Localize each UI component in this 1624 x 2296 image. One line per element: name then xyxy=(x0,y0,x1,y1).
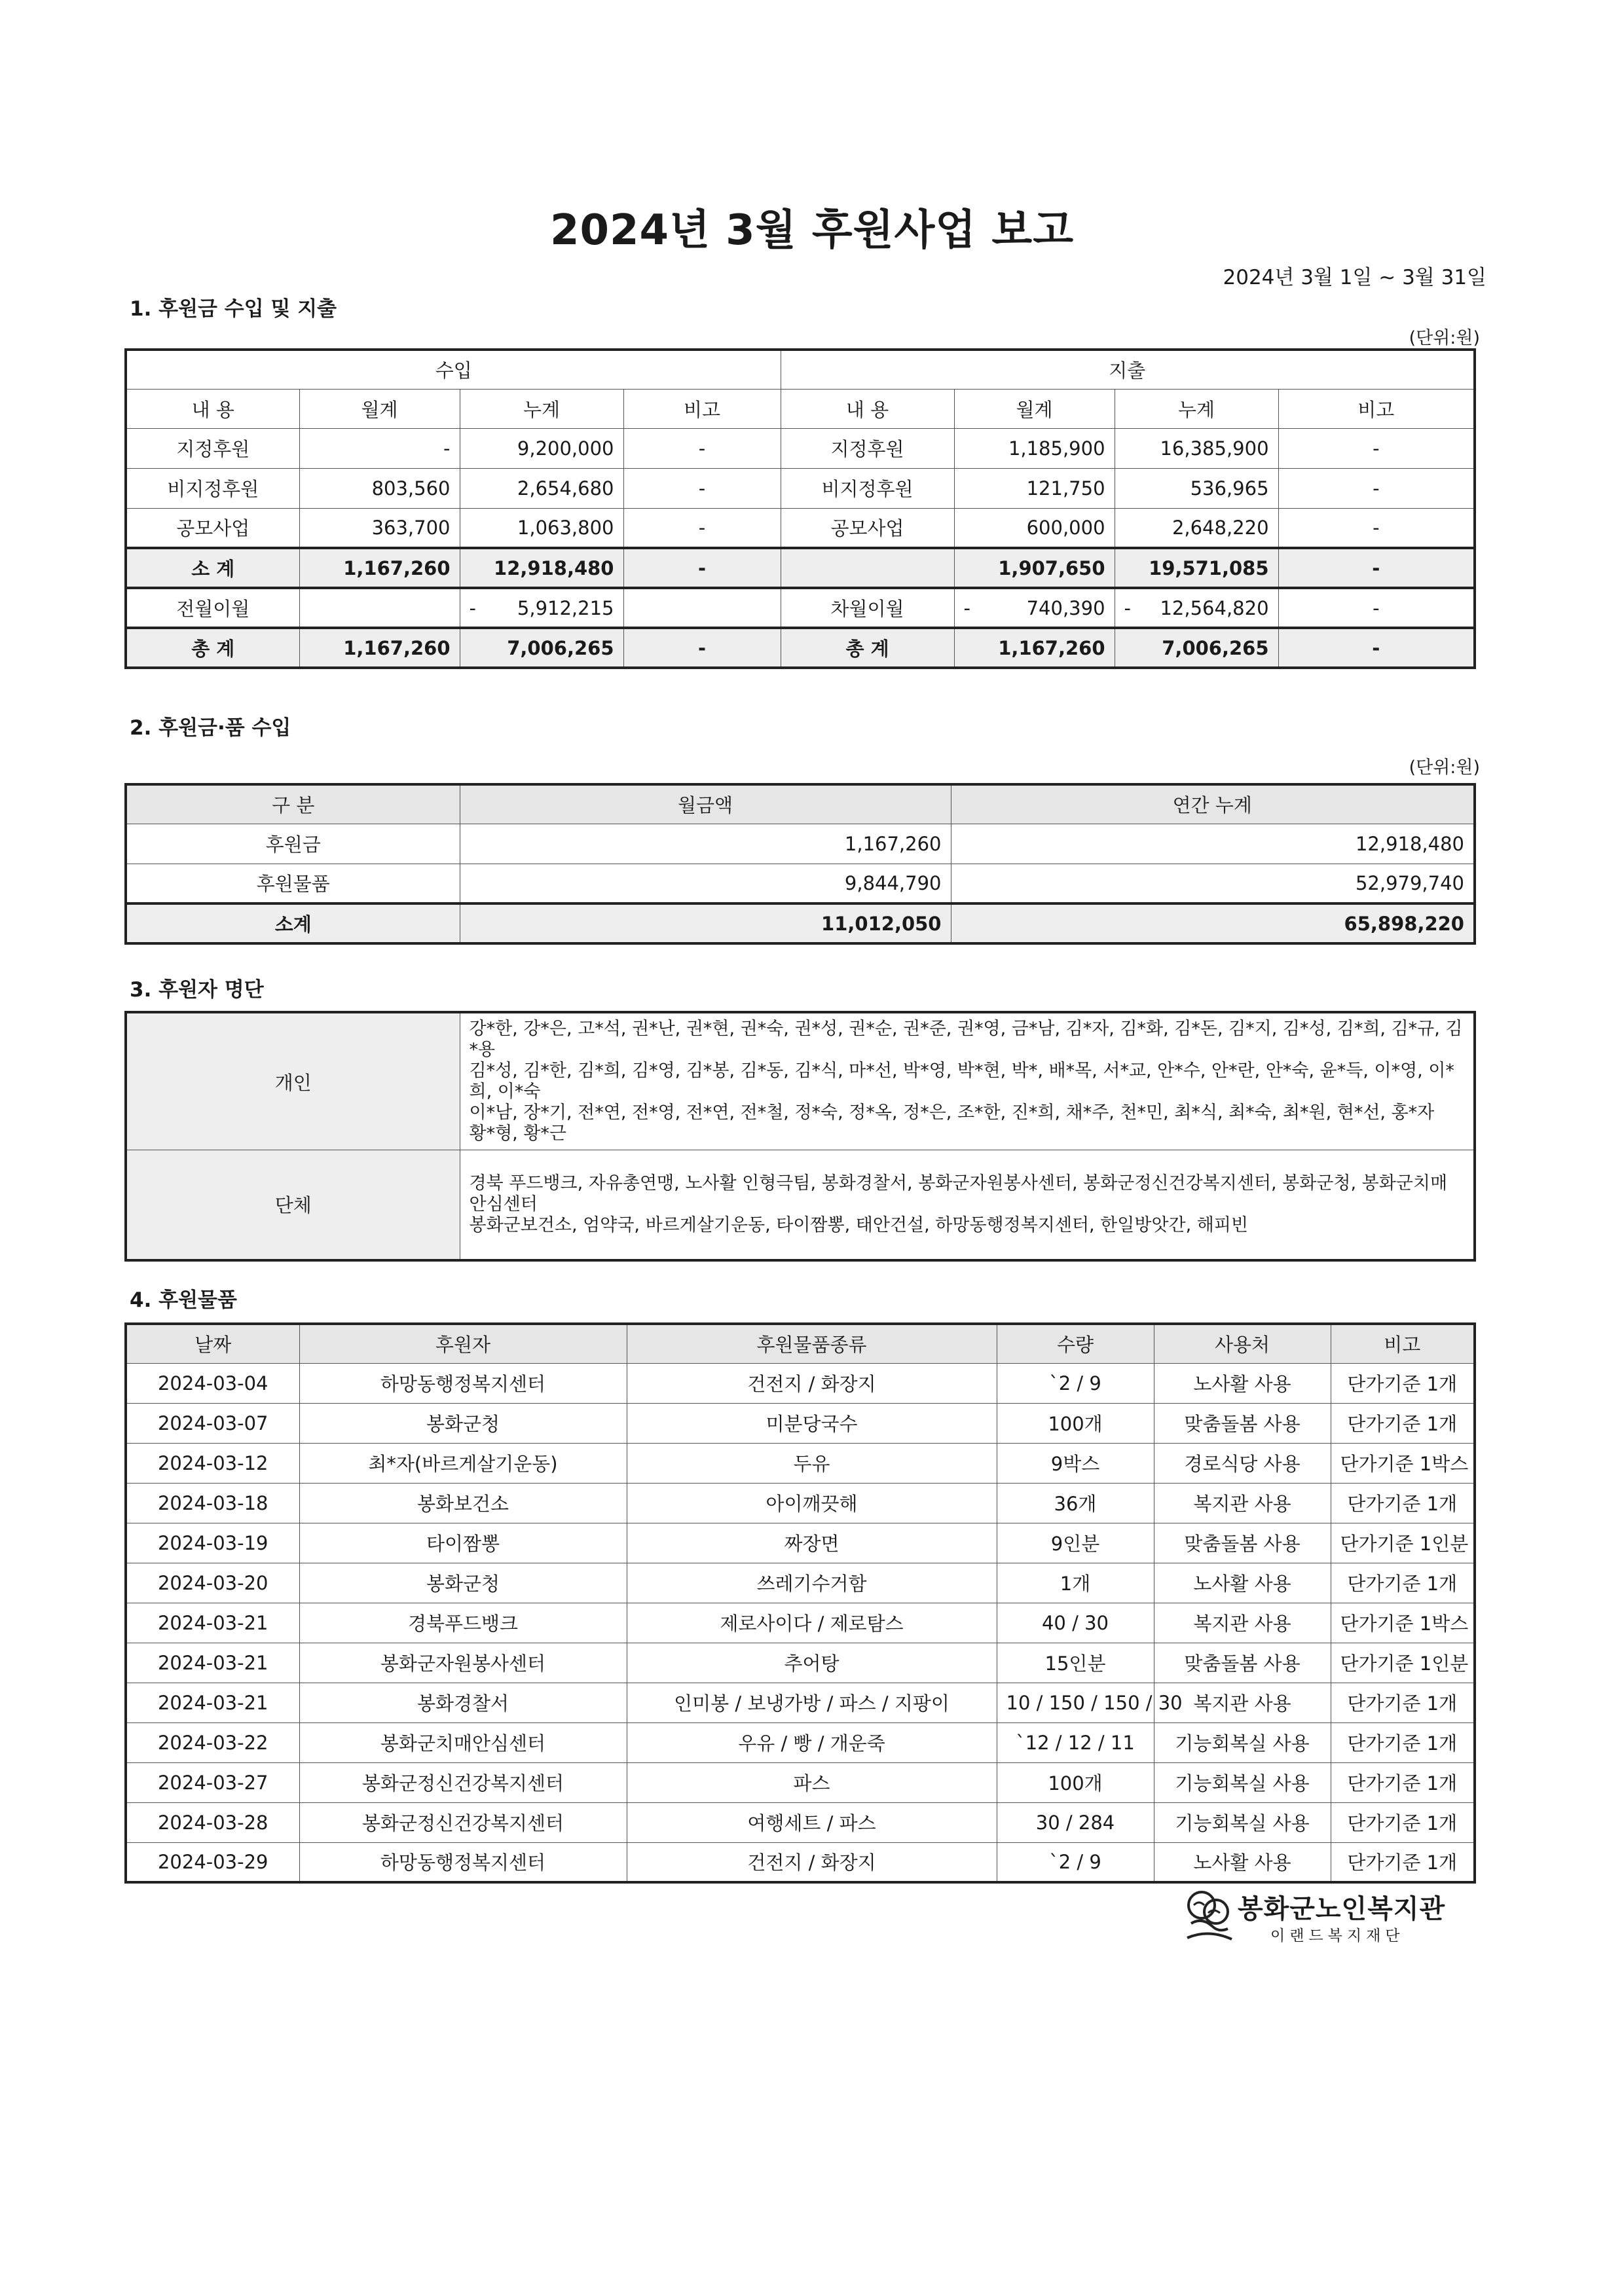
foundation-name: 이랜드복지재단 xyxy=(1270,1927,1405,1944)
organization-logo xyxy=(1182,1886,1464,1951)
table-row xyxy=(126,864,1475,903)
row-label: 지정후원 xyxy=(126,428,299,468)
date-cell: 2024-03-18 xyxy=(126,1483,299,1523)
individual-names xyxy=(460,1012,1475,1150)
unit-label-1: (단위:원) xyxy=(1409,328,1480,348)
minus-sign: - xyxy=(1124,596,1131,619)
monthly-value: 740,390 xyxy=(1026,596,1105,619)
document-title: 2024년 3월 후원사업 보고 xyxy=(549,206,1075,255)
date-cell: 2024-03-07 xyxy=(126,1403,299,1443)
note-cell: - xyxy=(1278,508,1475,548)
table-row xyxy=(126,1403,1475,1443)
note-cell: - xyxy=(623,508,781,548)
row-label: 차월이월 xyxy=(781,588,954,628)
name-line: 경북 푸드뱅크, 자유총연맹, 노사활 인형극팀, 봉화경찰서, 봉화군자원봉사센터, 봉화군정신건강복지센터, 봉화군청, 봉화군치매안심센터 xyxy=(469,1173,1448,1214)
date-cell: 2024-03-28 xyxy=(126,1802,299,1842)
column-header: 연간 누계 xyxy=(951,784,1475,824)
quantity-cell: 36개 xyxy=(997,1483,1154,1523)
usage-cell: 기능회복실 사용 xyxy=(1154,1802,1331,1842)
date-cell: 2024-03-21 xyxy=(126,1603,299,1643)
donor-cell: 봉화군치매안심센터 xyxy=(299,1722,627,1762)
note-cell: 단가기준 1개 xyxy=(1331,1842,1475,1882)
usage-cell: 맞춤돌봄 사용 xyxy=(1154,1403,1331,1443)
usage-cell: 복지관 사용 xyxy=(1154,1483,1331,1523)
row-label: 비지정후원 xyxy=(126,468,299,508)
item-cell: 여행세트 / 파스 xyxy=(627,1802,997,1842)
section-2-heading: 2. 후원금·품 수입 xyxy=(130,716,291,740)
column-header: 비고 xyxy=(623,389,781,428)
donor-cell: 경북푸드뱅크 xyxy=(299,1603,627,1643)
table-row xyxy=(126,1443,1475,1483)
item-cell: 제로사이다 / 제로탐스 xyxy=(627,1603,997,1643)
usage-cell: 노사활 사용 xyxy=(1154,1363,1331,1403)
monthly-cell: - xyxy=(299,428,460,468)
item-cell: 쓰레기수거함 xyxy=(627,1563,997,1603)
cumulative-cell: 16,385,900 xyxy=(1115,428,1278,468)
item-cell: 미분당국수 xyxy=(627,1403,997,1443)
section-4-heading: 4. 후원물품 xyxy=(130,1288,237,1312)
column-header: 구 분 xyxy=(126,784,460,824)
quantity-cell: 30 / 284 xyxy=(997,1802,1154,1842)
row-label: 소 계 xyxy=(126,548,299,588)
monthly-cell: 121,750 xyxy=(954,468,1115,508)
column-header: 월금액 xyxy=(460,784,951,824)
row-label: 총 계 xyxy=(126,628,299,668)
column-header: 수량 xyxy=(997,1324,1154,1363)
donor-cell: 하망동행정복지센터 xyxy=(299,1363,627,1403)
note-cell: 단가기준 1개 xyxy=(1331,1762,1475,1802)
usage-cell: 노사활 사용 xyxy=(1154,1842,1331,1882)
monthly-cell: 1,907,650 xyxy=(954,548,1115,588)
row-label: 전월이월 xyxy=(126,588,299,628)
row-label: 후원물품 xyxy=(126,864,460,903)
donor-cell: 타이짬뽕 xyxy=(299,1523,627,1563)
monthly-cell xyxy=(954,588,1115,628)
individual-label: 개인 xyxy=(126,1012,460,1150)
donor-cell: 봉화보건소 xyxy=(299,1483,627,1523)
note-cell: - xyxy=(1278,588,1475,628)
date-cell: 2024-03-21 xyxy=(126,1643,299,1683)
cumulative-value: 5,912,215 xyxy=(517,596,614,619)
column-header: 사용처 xyxy=(1154,1324,1331,1363)
quantity-cell: 9인분 xyxy=(997,1523,1154,1563)
item-cell: 파스 xyxy=(627,1762,997,1802)
cumulative-cell: 12,918,480 xyxy=(460,548,623,588)
note-cell: - xyxy=(1278,628,1475,668)
cumulative-cell: 19,571,085 xyxy=(1115,548,1278,588)
note-cell: 단가기준 1인분 xyxy=(1331,1523,1475,1563)
quantity-cell: 40 / 30 xyxy=(997,1603,1154,1643)
monthly-cell: 9,844,790 xyxy=(460,864,951,903)
cumulative-cell: 2,648,220 xyxy=(1115,508,1278,548)
cumulative-cell: 7,006,265 xyxy=(1115,628,1278,668)
usage-cell: 복지관 사용 xyxy=(1154,1683,1331,1722)
table-row xyxy=(126,1683,1475,1722)
cumulative-cell: 7,006,265 xyxy=(460,628,623,668)
table-row xyxy=(126,1722,1475,1762)
table-row xyxy=(126,1483,1475,1523)
donor-cell: 봉화군청 xyxy=(299,1563,627,1603)
quantity-cell: `2 / 9 xyxy=(997,1842,1154,1882)
expense-header: 지출 xyxy=(781,350,1475,389)
table-row xyxy=(126,468,1475,508)
note-cell: 단가기준 1인분 xyxy=(1331,1643,1475,1683)
item-cell: 추어탕 xyxy=(627,1643,997,1683)
item-cell: 짜장면 xyxy=(627,1523,997,1563)
donor-cell: 봉화군청 xyxy=(299,1403,627,1443)
usage-cell: 기능회복실 사용 xyxy=(1154,1762,1331,1802)
table-row xyxy=(126,824,1475,864)
annual-cell: 65,898,220 xyxy=(951,903,1475,943)
group-label: 단체 xyxy=(126,1150,460,1260)
column-header: 날짜 xyxy=(126,1324,299,1363)
date-cell: 2024-03-27 xyxy=(126,1762,299,1802)
unit-label-2: (단위:원) xyxy=(1409,757,1480,778)
row-label: 공모사업 xyxy=(126,508,299,548)
annual-cell: 52,979,740 xyxy=(951,864,1475,903)
usage-cell: 맞춤돌봄 사용 xyxy=(1154,1523,1331,1563)
note-cell: 단가기준 1개 xyxy=(1331,1403,1475,1443)
section-3-heading: 3. 후원자 명단 xyxy=(130,978,264,1002)
income-header: 수입 xyxy=(126,350,781,389)
cumulative-cell xyxy=(1115,588,1278,628)
elderly-couple-icon xyxy=(1182,1886,1236,1944)
note-cell: 단가기준 1개 xyxy=(1331,1802,1475,1842)
minus-sign: - xyxy=(963,596,970,619)
date-cell: 2024-03-20 xyxy=(126,1563,299,1603)
quantity-cell: `2 / 9 xyxy=(997,1363,1154,1403)
item-cell: 건전지 / 화장지 xyxy=(627,1842,997,1882)
cumulative-cell: 1,063,800 xyxy=(460,508,623,548)
section-1-heading: 1. 후원금 수입 및 지출 xyxy=(130,297,337,321)
date-cell: 2024-03-29 xyxy=(126,1842,299,1882)
usage-cell: 맞춤돌봄 사용 xyxy=(1154,1643,1331,1683)
monthly-cell: 1,185,900 xyxy=(954,428,1115,468)
usage-cell: 노사활 사용 xyxy=(1154,1563,1331,1603)
item-cell: 건전지 / 화장지 xyxy=(627,1363,997,1403)
donated-goods-table xyxy=(124,1322,1476,1884)
row-label: 비지정후원 xyxy=(781,468,954,508)
date-cell: 2024-03-04 xyxy=(126,1363,299,1403)
row-label: 공모사업 xyxy=(781,508,954,548)
note-cell: - xyxy=(623,548,781,588)
item-cell: 아이깨끗해 xyxy=(627,1483,997,1523)
monthly-cell: 1,167,260 xyxy=(299,548,460,588)
monthly-cell: 1,167,260 xyxy=(954,628,1115,668)
date-cell: 2024-03-21 xyxy=(126,1683,299,1722)
organization-name: 봉화군노인복지관 xyxy=(1238,1894,1446,1924)
monthly-cell: 600,000 xyxy=(954,508,1115,548)
note-cell: - xyxy=(623,428,781,468)
column-header: 후원물품종류 xyxy=(627,1324,997,1363)
usage-cell: 복지관 사용 xyxy=(1154,1603,1331,1643)
cumulative-cell: 536,965 xyxy=(1115,468,1278,508)
note-cell: - xyxy=(1278,548,1475,588)
date-cell: 2024-03-12 xyxy=(126,1443,299,1483)
donor-cell: 봉화군정신건강복지센터 xyxy=(299,1802,627,1842)
note-cell: 단가기준 1박스 xyxy=(1331,1603,1475,1643)
usage-cell: 경로식당 사용 xyxy=(1154,1443,1331,1483)
note-cell: 단가기준 1박스 xyxy=(1331,1443,1475,1483)
date-cell: 2024-03-22 xyxy=(126,1722,299,1762)
column-header: 월계 xyxy=(299,389,460,428)
table-row xyxy=(126,1603,1475,1643)
donor-cell: 하망동행정복지센터 xyxy=(299,1842,627,1882)
donor-cell: 봉화군정신건강복지센터 xyxy=(299,1762,627,1802)
usage-cell: 기능회복실 사용 xyxy=(1154,1722,1331,1762)
cumulative-value: 12,564,820 xyxy=(1160,596,1269,619)
note-cell: 단가기준 1개 xyxy=(1331,1363,1475,1403)
table-row xyxy=(126,1563,1475,1603)
donation-income-table xyxy=(124,783,1476,945)
row-label: 지정후원 xyxy=(781,428,954,468)
row-label: 총 계 xyxy=(781,628,954,668)
table-row xyxy=(126,1842,1475,1882)
column-header: 후원자 xyxy=(299,1324,627,1363)
quantity-cell: 100개 xyxy=(997,1403,1154,1443)
item-cell: 두유 xyxy=(627,1443,997,1483)
donor-cell: 봉화경찰서 xyxy=(299,1683,627,1722)
total-row xyxy=(126,628,1475,668)
income-expense-table xyxy=(124,348,1476,669)
table-row xyxy=(126,508,1475,548)
monthly-cell: 363,700 xyxy=(299,508,460,548)
individual-donors-row xyxy=(126,1012,1475,1150)
column-header: 내 용 xyxy=(126,389,299,428)
carryover-row xyxy=(126,588,1475,628)
item-cell: 우유 / 빵 / 개운죽 xyxy=(627,1722,997,1762)
table-row xyxy=(126,1643,1475,1683)
name-line: 봉화군보건소, 엄약국, 바르게살기운동, 타이짬뽕, 태안건설, 하망동행정복지센터, 한일방앗간, 해피빈 xyxy=(469,1214,1249,1235)
column-header: 내 용 xyxy=(781,389,954,428)
donor-cell: 최*자(바르게살기운동) xyxy=(299,1443,627,1483)
minus-sign: - xyxy=(469,596,476,619)
column-header: 비고 xyxy=(1331,1324,1475,1363)
quantity-cell: `12 / 12 / 11 xyxy=(997,1722,1154,1762)
column-header: 누계 xyxy=(1115,389,1278,428)
monthly-cell xyxy=(299,588,460,628)
date-cell: 2024-03-19 xyxy=(126,1523,299,1563)
note-cell: 단가기준 1개 xyxy=(1331,1683,1475,1722)
subtotal-row xyxy=(126,903,1475,943)
note-cell: - xyxy=(623,468,781,508)
table-row xyxy=(126,1802,1475,1842)
name-line: 강*한, 강*은, 고*석, 권*난, 권*현, 권*숙, 권*성, 권*순, 권*준, 권*영, 금*남, 김*자, 김*화, 김*돈, 김*지, 김*성, 김*희, 김*규, 김*용 xyxy=(469,1019,1463,1060)
column-header: 비고 xyxy=(1278,389,1475,428)
name-line: 이*남, 장*기, 전*연, 전*영, 전*연, 전*철, 정*숙, 정*옥, 정*은, 조*한, 진*희, 채*주, 천*민, 최*식, 최*숙, 최*원, 현*선, 홍*자 xyxy=(469,1102,1435,1123)
note-cell: 단가기준 1개 xyxy=(1331,1722,1475,1762)
monthly-cell: 803,560 xyxy=(299,468,460,508)
quantity-cell: 100개 xyxy=(997,1762,1154,1802)
group-names xyxy=(460,1150,1475,1260)
column-header: 누계 xyxy=(460,389,623,428)
note-cell: 단가기준 1개 xyxy=(1331,1563,1475,1603)
quantity-cell: 15인분 xyxy=(997,1643,1154,1683)
monthly-cell: 1,167,260 xyxy=(460,824,951,864)
table-row xyxy=(126,1762,1475,1802)
goods-table-body xyxy=(126,1363,1475,1882)
annual-cell: 12,918,480 xyxy=(951,824,1475,864)
name-line: 황*형, 황*근 xyxy=(469,1123,566,1144)
row-label: 소계 xyxy=(126,903,460,943)
quantity-cell: 10 / 150 / 150 / 30 xyxy=(997,1683,1154,1722)
group-donors-row xyxy=(126,1150,1475,1260)
table-row xyxy=(126,1523,1475,1563)
cumulative-cell xyxy=(460,588,623,628)
monthly-cell: 11,012,050 xyxy=(460,903,951,943)
note-cell: 단가기준 1개 xyxy=(1331,1483,1475,1523)
subtotal-row xyxy=(126,548,1475,588)
item-cell: 인미봉 / 보냉가방 / 파스 / 지팡이 xyxy=(627,1683,997,1722)
donor-cell: 봉화군자원봉사센터 xyxy=(299,1643,627,1683)
column-header: 월계 xyxy=(954,389,1115,428)
row-label: 후원금 xyxy=(126,824,460,864)
monthly-cell: 1,167,260 xyxy=(299,628,460,668)
report-period: 2024년 3월 1일 ~ 3월 31일 xyxy=(1223,266,1486,289)
quantity-cell: 9박스 xyxy=(997,1443,1154,1483)
note-cell: - xyxy=(1278,468,1475,508)
table-row xyxy=(126,1363,1475,1403)
donor-list-table xyxy=(124,1011,1476,1262)
note-cell: - xyxy=(623,628,781,668)
quantity-cell: 1개 xyxy=(997,1563,1154,1603)
cumulative-cell: 2,654,680 xyxy=(460,468,623,508)
name-line: 김*성, 김*한, 김*희, 김*영, 김*봉, 김*동, 김*식, 마*선, 박*영, 박*현, 박*, 배*목, 서*교, 안*수, 안*란, 안*숙, 윤*득, 이*영, 이*희, 이*숙 xyxy=(469,1061,1454,1102)
row-label xyxy=(781,548,954,588)
note-cell xyxy=(623,588,781,628)
table-row xyxy=(126,428,1475,468)
cumulative-cell: 9,200,000 xyxy=(460,428,623,468)
note-cell: - xyxy=(1278,428,1475,468)
